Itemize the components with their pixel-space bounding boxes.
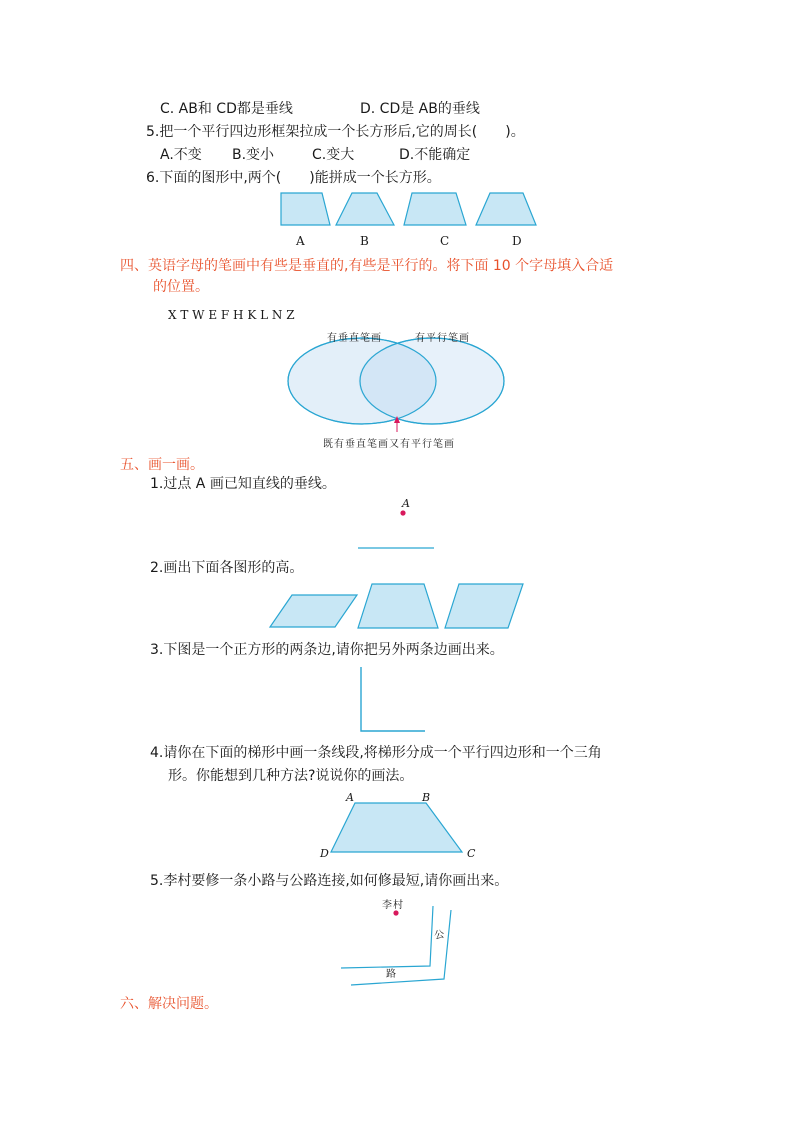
- q4-option-c: C. AB和 CD都是垂线: [160, 101, 293, 117]
- q2-parallelogram-1: [270, 595, 357, 627]
- venn-label-right: 有平行笔画: [415, 333, 470, 344]
- road-label-gong: 公: [433, 929, 447, 942]
- q6-label-c: C: [440, 234, 450, 248]
- q6-label-a: A: [296, 234, 305, 248]
- section-6-title: 六、解决问题。: [120, 996, 218, 1012]
- point-a-dot: [400, 510, 405, 515]
- s5-question-2: 2.画出下面各图形的高。: [150, 560, 304, 576]
- square-two-sides: [361, 667, 425, 731]
- vertex-c-label: C: [467, 847, 476, 860]
- question-5-stem: 5.把一个平行四边形框架拉成一个长方形后,它的周长( )。: [146, 124, 525, 140]
- s5-question-4-line1: 4.请你在下面的梯形中画一条线段,将梯形分成一个平行四边形和一个三角: [150, 745, 602, 761]
- q6-shape-c: [404, 193, 466, 225]
- venn-label-left: 有垂直笔画: [327, 333, 382, 344]
- q2-trapezoid: [358, 584, 438, 628]
- s5-question-1: 1.过点 A 画已知直线的垂线。: [150, 476, 336, 492]
- q6-shape-b: [336, 193, 394, 225]
- venn-label-bottom: 既有垂直笔画又有平行笔画: [323, 439, 455, 450]
- village-label: 李村: [382, 900, 404, 911]
- q5-option-c: C.变大: [312, 147, 355, 163]
- point-a-label: A: [402, 497, 410, 510]
- section-5-title: 五、画一画。: [120, 457, 204, 473]
- s5-question-5: 5.李村要修一条小路与公路连接,如何修最短,请你画出来。: [150, 873, 509, 889]
- s5-question-4-line2: 形。你能想到几种方法?说说你的画法。: [168, 768, 414, 784]
- s5-question-3: 3.下图是一个正方形的两条边,请你把另外两条边画出来。: [150, 642, 504, 658]
- section-4-title-line1: 四、英语字母的笔画中有些是垂直的,有些是平行的。将下面 10 个字母填入合适: [120, 258, 614, 274]
- road-label-lu: 路: [386, 969, 397, 980]
- road-edge-inner: [351, 910, 451, 985]
- question-6-stem: 6.下面的图形中,两个( )能拼成一个长方形。: [146, 170, 441, 186]
- road-edge-outer: [341, 906, 433, 968]
- q6-label-b: B: [360, 234, 369, 248]
- village-dot: [393, 910, 398, 915]
- q6-label-d: D: [512, 234, 522, 248]
- section-4-title-line2: 的位置。: [153, 279, 209, 295]
- q5-option-b: B.变小: [232, 147, 275, 163]
- q5-option-a: A.不变: [160, 147, 202, 163]
- letters-list: X T W E F H K L N Z: [168, 308, 295, 322]
- vertex-a-label: A: [346, 791, 354, 804]
- vertex-d-label: D: [320, 847, 329, 860]
- q6-shape-d: [476, 193, 536, 225]
- q5-option-d: D.不能确定: [399, 147, 471, 163]
- q2-parallelogram-2: [445, 584, 523, 628]
- q4-option-d: D. CD是 AB的垂线: [360, 101, 480, 117]
- q6-shape-a: [281, 193, 330, 225]
- vertex-b-label: B: [422, 791, 431, 804]
- q4-trapezoid-abcd: [331, 803, 462, 852]
